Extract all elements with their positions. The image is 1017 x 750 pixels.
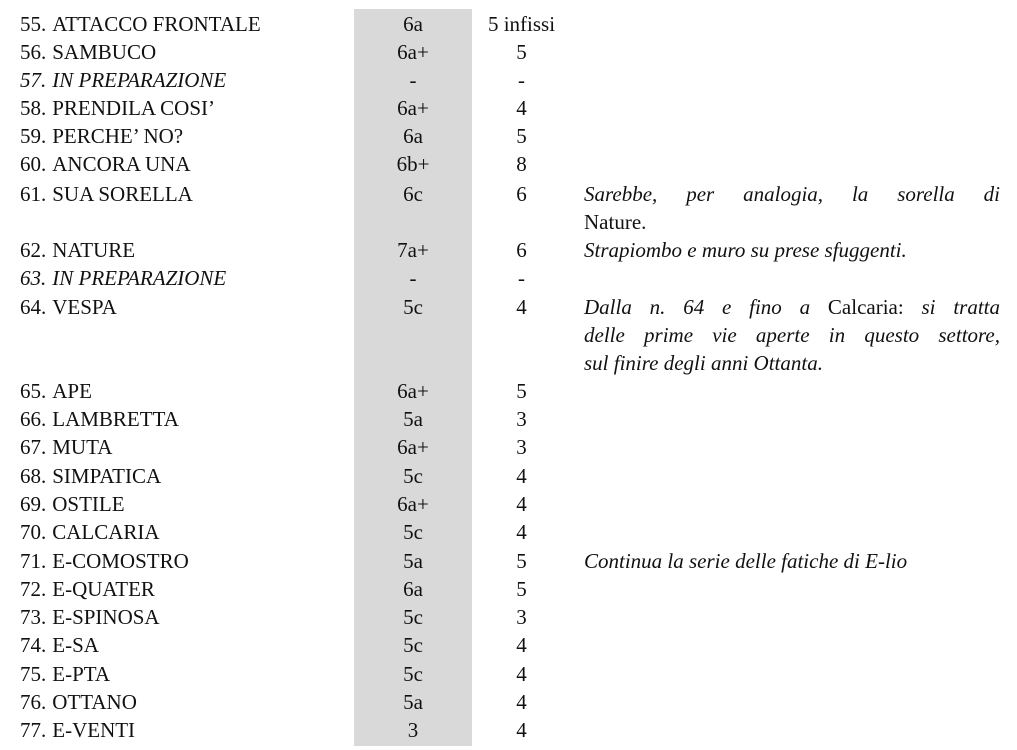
route-name — [20, 293, 117, 321]
table-row — [0, 716, 1017, 744]
route-grade: 6c — [403, 182, 423, 206]
route-title: ATTACCO FRONTALE — [52, 12, 261, 36]
route-name — [20, 547, 189, 575]
route-bolts: 5 — [516, 577, 527, 601]
route-name — [20, 518, 160, 546]
route-name — [20, 462, 161, 490]
route-title: E-COMOSTRO — [52, 549, 189, 573]
route-name — [20, 10, 261, 38]
note-line: Continua la serie delle fatiche di E-lio — [584, 549, 908, 573]
table-row — [0, 264, 1017, 292]
route-bolts: 3 — [516, 605, 527, 629]
table-row — [0, 518, 1017, 546]
route-number: 70. — [20, 520, 47, 544]
route-title: E-PTA — [52, 662, 111, 686]
route-number: 74. — [20, 633, 47, 657]
route-bolts: - — [518, 68, 525, 92]
route-title: IN PREPARAZIONE — [52, 266, 227, 290]
route-number: 71. — [20, 549, 47, 573]
route-note — [584, 293, 1000, 377]
note-line: delle prime vie aperte in questo settore, — [584, 323, 1000, 347]
route-number: 58. — [20, 96, 47, 120]
route-grade: 5c — [403, 662, 423, 686]
route-title: APE — [52, 379, 92, 403]
table-row — [0, 150, 1017, 178]
route-grade: 6a+ — [397, 40, 429, 64]
route-grade: 6a — [403, 12, 423, 36]
route-title: NATURE — [52, 238, 136, 262]
route-name — [20, 122, 183, 150]
route-note — [584, 180, 1000, 236]
route-number: 72. — [20, 577, 47, 601]
route-bolts: 6 — [516, 182, 527, 206]
table-row — [0, 66, 1017, 94]
route-grade: 6a+ — [397, 492, 429, 516]
table-row — [0, 631, 1017, 659]
route-number: 61. — [20, 182, 47, 206]
table-row — [0, 405, 1017, 433]
route-bolts: 5 — [516, 124, 527, 148]
table-row — [0, 94, 1017, 122]
table-row — [0, 38, 1017, 66]
route-grade: 6a — [403, 577, 423, 601]
route-title: E-VENTI — [52, 718, 136, 742]
route-grade: - — [409, 68, 417, 92]
route-name — [20, 631, 99, 659]
route-title: SUA SORELLA — [52, 182, 193, 206]
note-line: Strapiombo e muro su prese sfuggenti. — [584, 238, 907, 262]
route-grade: - — [409, 266, 417, 290]
route-number: 68. — [20, 464, 47, 488]
table-row — [0, 433, 1017, 461]
route-bolts: 3 — [516, 435, 527, 459]
route-name — [20, 264, 226, 292]
note-fragment: si tratta — [903, 295, 1000, 319]
route-title: OTTANO — [52, 690, 137, 714]
table-row — [0, 603, 1017, 631]
route-bolts: 4 — [516, 295, 527, 319]
route-number: 59. — [20, 124, 47, 148]
route-bolts: 3 — [516, 407, 527, 431]
route-note — [584, 547, 1000, 575]
route-grade: 6a — [403, 124, 423, 148]
route-number: 77. — [20, 718, 47, 742]
note-line: Sarebbe, per analogia, la sorella di — [584, 182, 1000, 206]
route-number: 63. — [20, 266, 47, 290]
route-number: 60. — [20, 152, 47, 176]
route-name — [20, 490, 125, 518]
table-row — [0, 660, 1017, 688]
route-name — [20, 38, 156, 66]
route-title: E-SPINOSA — [52, 605, 160, 629]
route-title: PRENDILA COSI’ — [52, 96, 216, 120]
route-title: OSTILE — [52, 492, 125, 516]
route-title: SIMPATICA — [52, 464, 162, 488]
route-name — [20, 377, 92, 405]
route-bolts: 6 — [516, 238, 527, 262]
route-title: SAMBUCO — [52, 40, 157, 64]
route-number: 76. — [20, 690, 47, 714]
route-name — [20, 433, 112, 461]
route-title: E-SA — [52, 633, 99, 657]
route-grade: 5a — [403, 549, 423, 573]
route-grade: 3 — [407, 718, 419, 742]
route-bolts: 4 — [516, 662, 527, 686]
route-name — [20, 688, 137, 716]
table-row — [0, 122, 1017, 150]
route-title: E-QUATER — [52, 577, 155, 601]
route-bolts: 5 — [516, 40, 527, 64]
route-name — [20, 603, 160, 631]
route-bolts: 4 — [516, 633, 527, 657]
route-number: 67. — [20, 435, 47, 459]
route-note — [584, 236, 1000, 264]
route-title: IN PREPARAZIONE — [52, 68, 227, 92]
route-grade: 5c — [403, 520, 423, 544]
route-number: 62. — [20, 238, 47, 262]
route-name — [20, 180, 193, 208]
route-name — [20, 66, 226, 94]
route-number: 55. — [20, 12, 47, 36]
route-bolts: 4 — [516, 690, 527, 714]
route-grade: 6a+ — [397, 435, 429, 459]
route-bolts: 4 — [516, 464, 527, 488]
route-name — [20, 716, 135, 744]
route-grade: 5c — [403, 633, 423, 657]
route-number: 73. — [20, 605, 47, 629]
route-bolts: 4 — [516, 492, 527, 516]
route-number: 57. — [20, 68, 47, 92]
route-bolts: - — [518, 266, 525, 290]
route-grade: 5a — [403, 690, 423, 714]
route-grade: 6b+ — [396, 152, 430, 176]
route-number: 64. — [20, 295, 47, 319]
route-title: CALCARIA — [52, 520, 160, 544]
route-number: 66. — [20, 407, 47, 431]
route-title: PERCHE’ NO? — [52, 124, 184, 148]
route-grade: 5c — [403, 295, 423, 319]
route-name — [20, 150, 191, 178]
route-number: 75. — [20, 662, 47, 686]
route-number: 65. — [20, 379, 47, 403]
table-row — [0, 688, 1017, 716]
route-title: MUTA — [52, 435, 113, 459]
note-line: sul finire degli anni Ottanta. — [584, 351, 823, 375]
note-fragment: Dalla n. 64 e fino a — [584, 295, 828, 319]
route-title: LAMBRETTA — [52, 407, 179, 431]
route-grade: 5c — [403, 605, 423, 629]
note-line: Nature. — [584, 210, 647, 234]
route-bolts: 5 — [516, 549, 527, 573]
note-fragment: Calcaria: — [827, 295, 904, 319]
route-name — [20, 575, 155, 603]
route-name — [20, 236, 135, 264]
route-bolts: 8 — [516, 152, 527, 176]
route-number: 56. — [20, 40, 47, 64]
route-name — [20, 94, 215, 122]
route-grade: 6a+ — [397, 96, 429, 120]
route-bolts: 4 — [516, 718, 527, 742]
route-bolts: 4 — [516, 520, 527, 544]
table-row — [0, 10, 1017, 38]
route-name — [20, 405, 179, 433]
route-bolts: 4 — [516, 96, 527, 120]
route-title: ANCORA UNA — [52, 152, 191, 176]
route-number: 69. — [20, 492, 47, 516]
route-grade: 5a — [403, 407, 423, 431]
table-row — [0, 377, 1017, 405]
route-bolts: 5 — [516, 379, 527, 403]
route-name — [20, 660, 110, 688]
table-row — [0, 490, 1017, 518]
route-bolts: 5 infissi — [487, 12, 556, 36]
route-grade: 6a+ — [397, 379, 429, 403]
route-grade: 7a+ — [397, 238, 429, 262]
route-grade: 5c — [403, 464, 423, 488]
table-row — [0, 575, 1017, 603]
route-title: VESPA — [52, 295, 117, 319]
table-row — [0, 462, 1017, 490]
note-line — [584, 293, 1000, 321]
